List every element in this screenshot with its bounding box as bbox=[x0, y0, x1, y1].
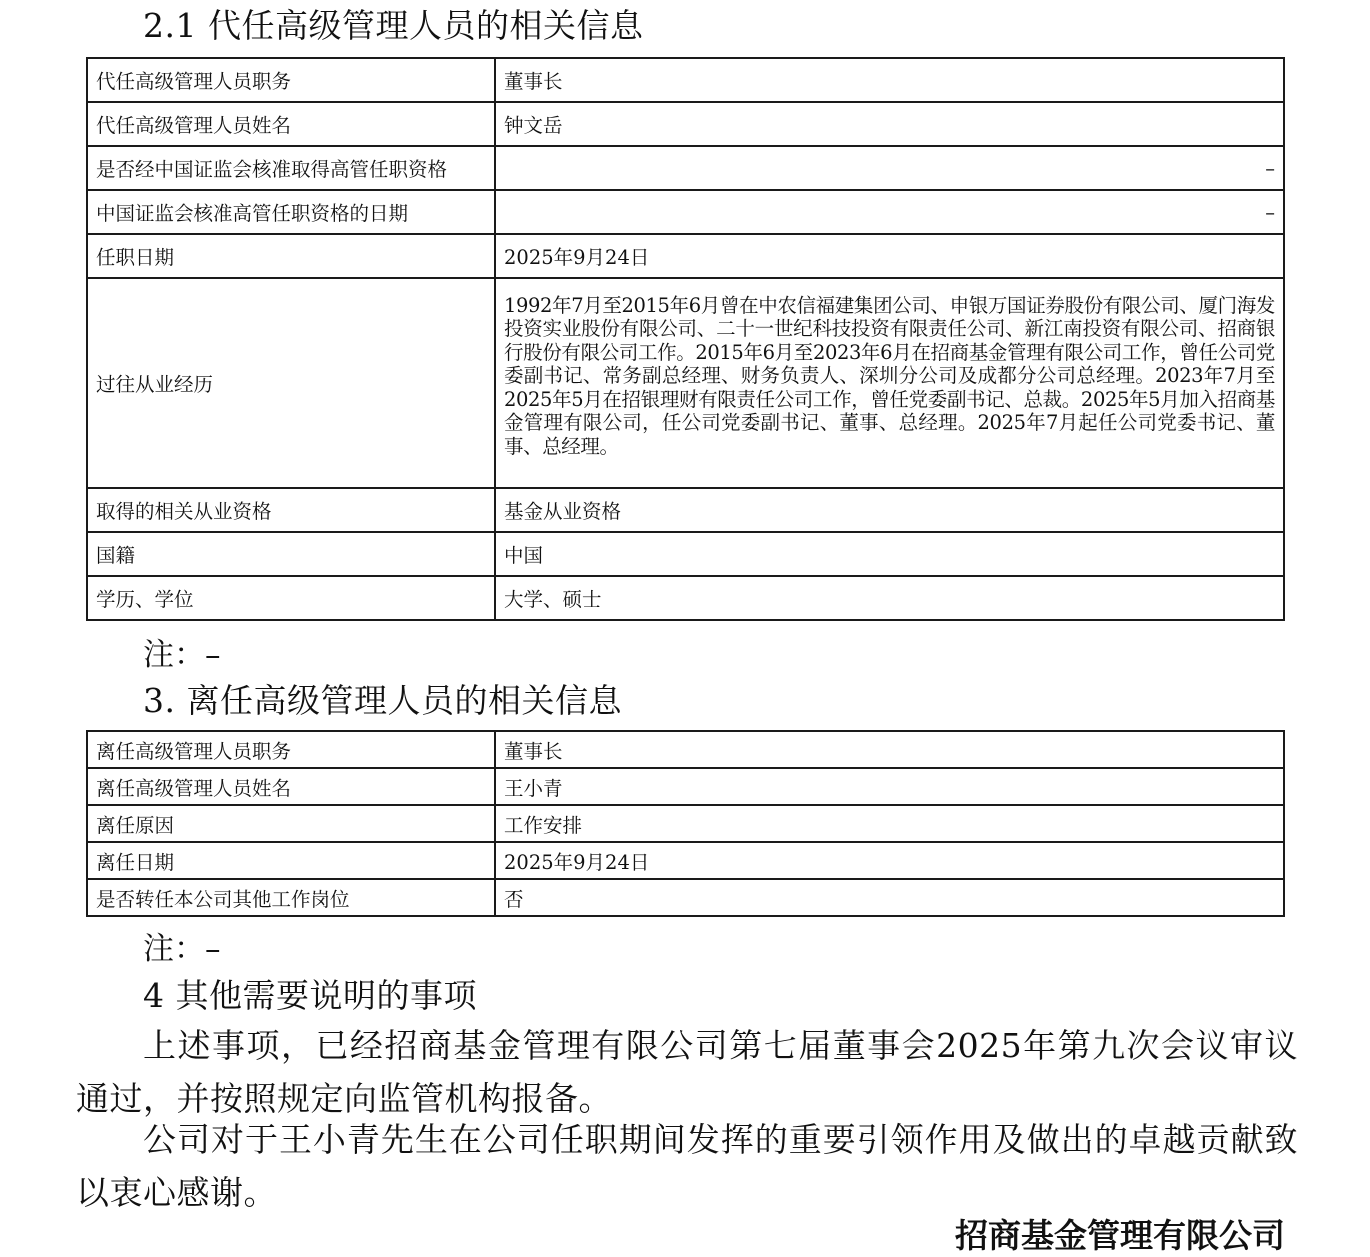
row-value: 2025年9月24日 bbox=[495, 234, 1284, 278]
table-row bbox=[87, 58, 1284, 102]
table-row bbox=[87, 768, 1284, 805]
table-row bbox=[87, 532, 1284, 576]
row-label: 取得的相关从业资格 bbox=[87, 488, 495, 532]
row-label: 代任高级管理人员姓名 bbox=[87, 102, 495, 146]
departing-executive-table bbox=[86, 730, 1285, 917]
row-value: 王小青 bbox=[495, 768, 1284, 805]
acting-executive-table bbox=[86, 57, 1285, 621]
table-row bbox=[87, 879, 1284, 916]
row-value: 中国 bbox=[495, 532, 1284, 576]
row-label: 是否转任本公司其他工作岗位 bbox=[87, 879, 495, 916]
table-row bbox=[87, 842, 1284, 879]
table-row bbox=[87, 234, 1284, 278]
table-row bbox=[87, 488, 1284, 532]
row-value: 2025年9月24日 bbox=[495, 842, 1284, 879]
row-value: – bbox=[495, 146, 1284, 190]
section-3-heading: 3. 离任高级管理人员的相关信息 bbox=[143, 681, 622, 720]
row-label: 学历、学位 bbox=[87, 576, 495, 620]
section-3-note: 注：– bbox=[143, 931, 221, 967]
row-value: 大学、硕士 bbox=[495, 576, 1284, 620]
table-row bbox=[87, 576, 1284, 620]
row-label: 离任日期 bbox=[87, 842, 495, 879]
row-value: 钟文岳 bbox=[495, 102, 1284, 146]
row-label: 代任高级管理人员职务 bbox=[87, 58, 495, 102]
table-row bbox=[87, 805, 1284, 842]
table-row bbox=[87, 102, 1284, 146]
section-2-1-heading: 2.1 代任高级管理人员的相关信息 bbox=[143, 6, 644, 45]
row-label: 离任原因 bbox=[87, 805, 495, 842]
row-value: 董事长 bbox=[495, 58, 1284, 102]
thanks-paragraph: 公司对于王小青先生在公司任职期间发挥的重要引领作用及做出的卓越贡献致以衷心感谢。 bbox=[76, 1120, 1298, 1212]
company-signature: 招商基金管理有限公司 bbox=[955, 1216, 1285, 1255]
row-label: 离任高级管理人员姓名 bbox=[87, 768, 495, 805]
section-2-1-note: 注：– bbox=[143, 637, 221, 673]
row-value: – bbox=[495, 190, 1284, 234]
row-label: 过往从业经历 bbox=[87, 278, 495, 488]
approval-paragraph: 上述事项，已经招商基金管理有限公司第七届董事会2025年第九次会议审议通过，并按照规定向监管机构报备。 bbox=[76, 1026, 1298, 1118]
row-label: 中国证监会核准高管任职资格的日期 bbox=[87, 190, 495, 234]
table-row bbox=[87, 190, 1284, 234]
row-label: 任职日期 bbox=[87, 234, 495, 278]
section-4-heading: 4 其他需要说明的事项 bbox=[143, 976, 477, 1015]
row-label: 是否经中国证监会核准取得高管任职资格 bbox=[87, 146, 495, 190]
table-row bbox=[87, 278, 1284, 488]
row-label: 离任高级管理人员职务 bbox=[87, 731, 495, 768]
row-value: 基金从业资格 bbox=[495, 488, 1284, 532]
table-row bbox=[87, 731, 1284, 768]
row-label: 国籍 bbox=[87, 532, 495, 576]
work-history-text: 1992年7月至2015年6月曾在中农信福建集团公司、申银万国证券股份有限公司、厦门海发投资实业股份有限公司、二十一世纪科技投资有限责任公司、新江南投资有限公司、招商银行股份有限公司工作。2015年6月至2023年6月在招商基金管理有限公司工作，曾任公司党委副书记、常务副总经理、财务负责人、深圳分公司及成都分公司总经理。2023年7月至2025年5月在招银理财有限责任公司工作，曾任党委副书记、总裁。2025年5月加入招商基金管理有限公司，任公司党委副书记、董事、总经理。2025年7月起任公司党委书记、董事、总经理。 bbox=[495, 278, 1284, 488]
row-value: 董事长 bbox=[495, 731, 1284, 768]
row-value: 工作安排 bbox=[495, 805, 1284, 842]
row-value: 否 bbox=[495, 879, 1284, 916]
table-row bbox=[87, 146, 1284, 190]
